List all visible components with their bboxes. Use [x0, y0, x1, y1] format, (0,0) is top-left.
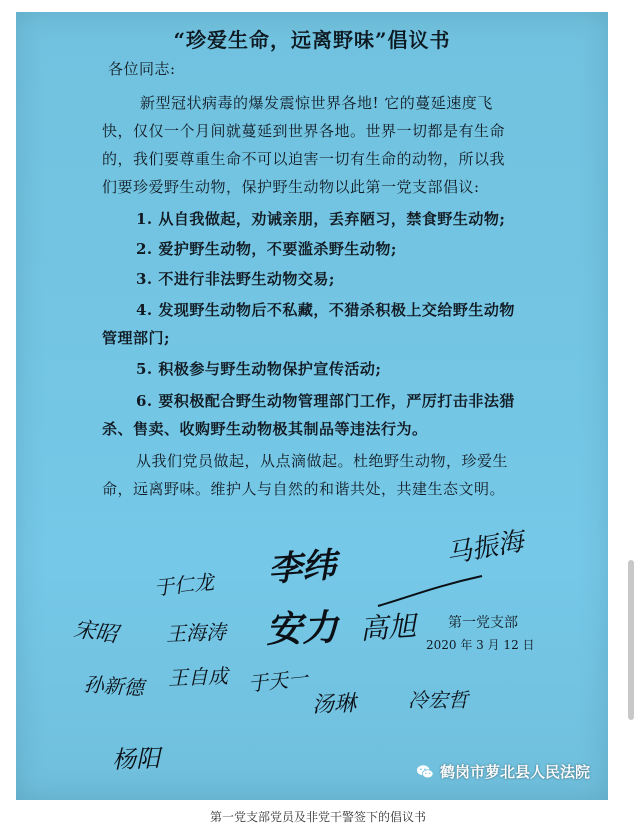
wechat-watermark [416, 761, 590, 782]
proposal-item: 1. 从自我做起，劝诫亲朋，丢弃陋习，禁食野生动物; [136, 210, 506, 228]
watermark-text: 鹤岗市萝北县人民法院 [439, 763, 590, 781]
signature: 于仁龙 [152, 569, 216, 600]
image-caption: 第一党支部党员及非党干警签下的倡议书 [209, 810, 426, 824]
signature: 王海涛 [165, 619, 227, 646]
closing-line: 从我们党员做起，从点滴做起。杜绝野生动物，珍爱生 [136, 452, 509, 470]
paragraph-line: 快，仅仅一个月间就蔓延到世界各地。世界一切都是有生命 [102, 122, 506, 140]
proposal-item: 管理部门; [102, 329, 171, 347]
paragraph-line: 的，我们要尊重生命不可以迫害一切有生命的动物，所以我 [102, 150, 506, 168]
signature: 马振海 [443, 526, 526, 570]
organization-name: 第一党支部 [448, 615, 518, 631]
proposal-item: 杀、售卖、收购野生动物极其制品等违法行为。 [102, 420, 428, 438]
signature: 冷宏哲 [408, 688, 468, 712]
document-title: “珍爱生命，远离野味”倡议书 [173, 28, 451, 52]
proposal-item: 6. 要积极配合野生动物管理部门工作，严厉打击非法猎 [136, 392, 515, 410]
signature: 孙新德 [83, 672, 145, 701]
document-date: 2020 年 3 月 12 日 [426, 638, 535, 652]
paragraph-line: 们要珍爱野生动物，保护野生动物以此第一党支部倡议: [102, 178, 480, 196]
signature: 于天一 [246, 665, 310, 696]
signature: 杨阳 [111, 744, 161, 774]
signature: 安力 [265, 606, 339, 651]
proposal-item: 5. 积极参与野生动物保护宣传活动; [136, 360, 382, 378]
signature: 李纬 [266, 545, 338, 590]
wechat-icon [416, 763, 434, 781]
signature: 汤琳 [311, 691, 357, 718]
signature: 宋昭 [71, 617, 120, 648]
signature: 高旭 [358, 609, 418, 646]
proposal-item: 2. 爱护野生动物，不要滥杀野生动物; [136, 240, 397, 258]
salutation: 各位同志: [108, 60, 176, 78]
proposal-item: 3. 不进行非法野生动物交易; [136, 270, 335, 288]
signature: 王自成 [167, 663, 229, 690]
proposal-item: 4. 发现野生动物后不私藏，不猎杀积极上交给野生动物 [136, 301, 515, 319]
closing-line: 命，远离野味。维护人与自然的和谐共处，共建生态文明。 [102, 480, 506, 498]
paragraph-line: 新型冠状病毒的爆发震惊世界各地! 它的蔓延速度飞 [140, 94, 493, 112]
scrollbar[interactable] [628, 560, 634, 720]
document-photo [16, 12, 608, 800]
